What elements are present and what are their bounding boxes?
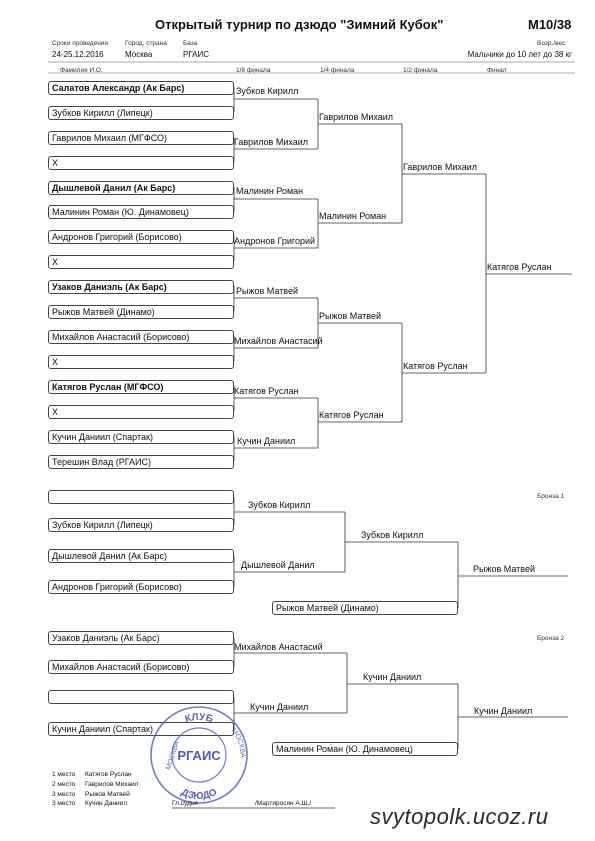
r8-winner: Гаврилов Михаил: [234, 137, 309, 147]
entrant-box: X: [48, 355, 234, 369]
entrant-box: Рыжов Матвей (Динамо): [48, 305, 234, 319]
bronze2-r1-winner: Кучин Даниил: [250, 702, 309, 712]
city-value: Москва: [125, 50, 153, 59]
entrant-box: Малинин Роман (Ю. Динамовец): [48, 205, 234, 219]
bronze2-label: Бронза 2: [537, 635, 565, 642]
entrant-box: Узаков Даниэль (Ак Барс): [48, 280, 234, 294]
r4-winner: Малинин Роман: [319, 211, 387, 221]
svg-text:КЛУБ: [184, 712, 214, 725]
bronze2-r2-winner: Кучин Даниил: [363, 672, 422, 682]
column-r4: 1/4 финала: [320, 67, 355, 74]
bronze1-entrant: [48, 490, 234, 504]
podium-name: Кучин Даниил: [85, 800, 128, 807]
entrant-box: X: [48, 405, 234, 419]
bronze1-label: Бронза 1: [537, 493, 565, 500]
column-final: Финал: [487, 67, 507, 74]
watermark: svytopolk.ucoz.ru: [370, 804, 549, 829]
bronze1-entrant: Андронов Григорий (Борисово): [48, 580, 234, 594]
bronze2-entrant: [48, 690, 234, 704]
column-r2: 1/2 финала: [403, 67, 438, 74]
entrant-box: Михайлов Анастасий (Борисово): [48, 330, 234, 344]
entrant-box: X: [48, 156, 234, 170]
stamp-top-text: КЛУБ: [183, 711, 215, 726]
r4-winner: Катягов Руслан: [319, 410, 384, 420]
bronze1-winner: Рыжов Матвей: [473, 564, 536, 574]
r8-winner: Рыжов Матвей: [236, 286, 299, 296]
bronze1-r1-winner: Зубков Кирилл: [248, 500, 311, 510]
bronze2-entrant: Узаков Даниэль (Ак Барс): [48, 631, 234, 645]
bronze2-entrant: Михайлов Анастасий (Борисово): [48, 660, 234, 674]
signature-name: /Мартиросян А.Ш./: [255, 800, 312, 807]
entrant-box: X: [48, 255, 234, 269]
final-winner: Катягов Руслан: [487, 262, 552, 272]
entrant-box: Дышлевой Данил (Ак Барс): [48, 181, 234, 195]
entrant-box: Андронов Григорий (Борисово): [48, 230, 234, 244]
r8-winner: Кучин Даниил: [237, 436, 296, 446]
entrant-box: Катягов Руслан (МГФСО): [48, 380, 234, 394]
bronze1-semifinal-loser: Рыжов Матвей (Динамо): [272, 601, 458, 615]
r8-winner: Зубков Кирилл: [236, 86, 299, 96]
podium-name: Гаврилов Михаил: [85, 781, 139, 788]
entrant-box: Салатов Александр (Ак Барс): [48, 81, 234, 95]
podium-name: Рыжов Матвей: [85, 791, 130, 798]
category-value: Мальчики до 10 лет до 38 кг: [467, 50, 572, 59]
base-value: РГАИС: [183, 50, 209, 59]
entrant-box: Терешин Влад (РГАИС): [48, 455, 234, 469]
bronze2-winner: Кучин Даниил: [474, 706, 533, 716]
r2-winner: Гаврилов Михаил: [403, 162, 478, 172]
category-code: М10/38: [528, 17, 572, 32]
podium-place: 3 место: [52, 791, 76, 798]
column-name: Фамилия И.О.: [60, 67, 103, 74]
bronze1-r2-winner: Зубков Кирилл: [361, 530, 424, 540]
club-stamp: [148, 704, 250, 806]
entrant-box: Зубков Кирилл (Липецк): [48, 106, 234, 120]
signature-label: Гл.судья: [172, 800, 198, 807]
age-label: Возр./вес: [537, 40, 566, 47]
stamp-right-text: МОСКВА: [229, 727, 246, 758]
base-label: База: [183, 40, 198, 47]
r8-winner: Андронов Григорий: [234, 236, 316, 246]
stamp-center-text: РГАИС: [177, 748, 221, 763]
podium-place: 3 место: [52, 800, 76, 807]
podium-name: Катягов Руслан: [85, 771, 132, 778]
city-label: Город, страна: [125, 40, 167, 47]
entrant-box: Гаврилов Михаил (МГФСО): [48, 131, 234, 145]
page-title: Открытый турнир по дзюдо "Зимний Кубок": [155, 17, 444, 32]
r8-winner: Малинин Роман: [236, 186, 304, 196]
r4-winner: Гаврилов Михаил: [319, 112, 394, 122]
bronze1-entrant: Зубков Кирилл (Липецк): [48, 518, 234, 532]
bronze1-entrant: Дышлевой Данил (Ак Барс): [48, 549, 234, 563]
dates-value: 24-25.12.2016: [52, 50, 104, 59]
bronze2-entrant: Кучин Даниил (Спартак): [48, 722, 234, 736]
podium-place: 1 место: [52, 771, 76, 778]
column-r8: 1/8 финала: [236, 67, 271, 74]
svg-text:МОСКВА: [230, 727, 246, 758]
podium-place: 2 место: [52, 781, 76, 788]
r4-winner: Рыжов Матвей: [319, 311, 382, 321]
stamp-bottom-text: ДЗЮДО: [179, 786, 219, 803]
dates-label: Сроки проведения: [52, 40, 108, 47]
r8-winner: Катягов Руслан: [234, 386, 299, 396]
r2-winner: Катягов Руслан: [403, 361, 468, 371]
bronze1-r1-winner: Дышлевой Данил: [241, 560, 315, 570]
entrant-box: Кучин Даниил (Спартак): [48, 430, 234, 444]
r8-winner: Михайлов Анастасий: [234, 336, 323, 346]
bronze2-semifinal-loser: Малинин Роман (Ю. Динамовец): [272, 742, 458, 756]
stamp-left-text: МОСКВА: [165, 740, 181, 771]
bronze2-r1-winner: Михайлов Анастасий: [234, 642, 323, 652]
